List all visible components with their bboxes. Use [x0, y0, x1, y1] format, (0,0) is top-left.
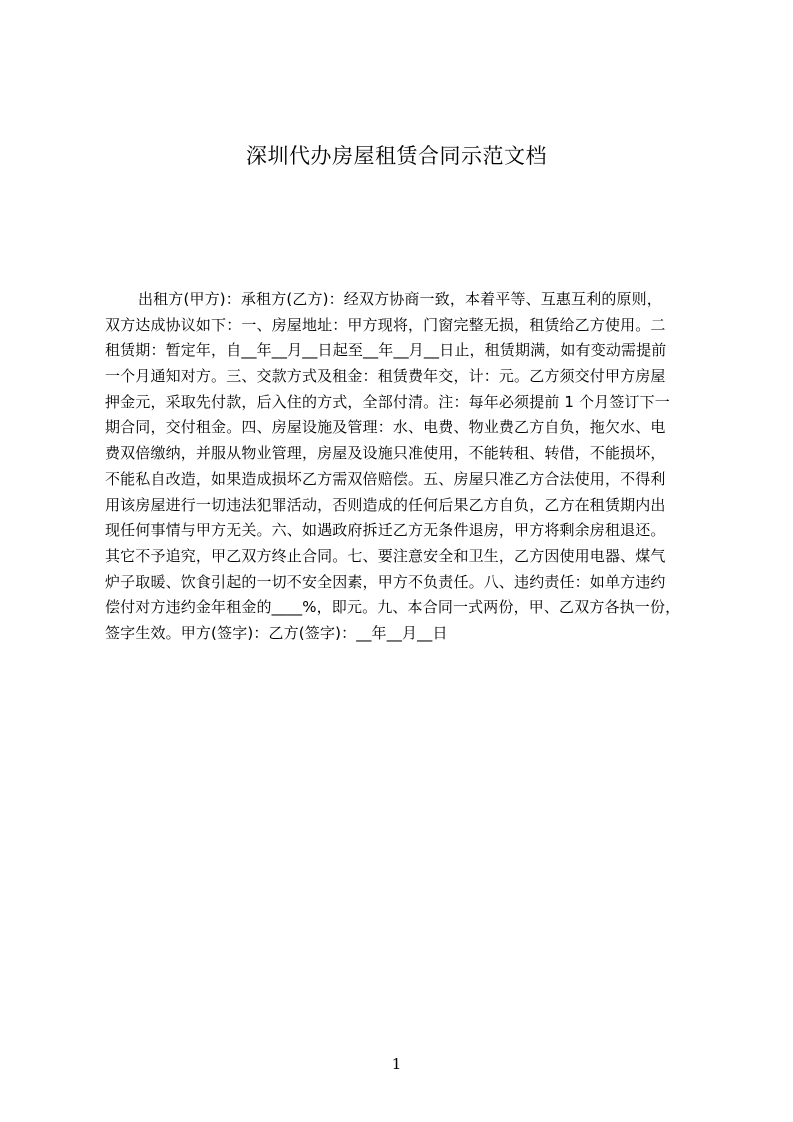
body-line: 签字生效。甲方(签字)：乙方(签字)：__年__月__日: [105, 623, 448, 642]
body-line: 一个月通知对方。三、交款方式及租金：租赁费年交，计：元。乙方须交付甲方房屋: [105, 367, 666, 386]
body-line: 双方达成协议如下：一、房屋地址：甲方现将，门窗完整无损，租赁给乙方使用。二: [105, 315, 666, 334]
body-line: 偿付对方违约金年租金的____%，即元。九、本合同一式两份，甲、乙双方各执一份，: [105, 598, 681, 617]
body-line: 租赁期：暂定年，自__年__月__日起至__年__月__日止，租赁期满，如有变动需提前: [105, 341, 667, 360]
body-line: 期合同，交付租金。四、房屋设施及管理：水、电费、物业费乙方自负，拖欠水、电: [105, 418, 666, 437]
body-line: 押金元，采取先付款，后入住的方式，全部付清。注：每年必须提前 1 个月签订下一: [105, 392, 670, 411]
body-line: 现任何事情与甲方无关。六、如遇政府拆迁乙方无条件退房，甲方将剩余房租退还。: [105, 521, 666, 540]
page-number: 1: [391, 1055, 402, 1073]
body-line: 费双倍缴纳，并服从物业管理，房屋及设施只准使用，不能转租、转借，不能损坏，: [105, 444, 666, 463]
body-line: 炉子取暖、饮食引起的一切不安全因素，甲方不负责任。八、违约责任：如单方违约: [105, 572, 666, 591]
body-line: 出租方(甲方)：承租方(乙方)：经双方协商一致，本着平等、互惠互利的原则，: [138, 290, 662, 308]
document-title: 深圳代办房屋租赁合同示范文档: [246, 144, 547, 168]
contract-body: [105, 287, 701, 647]
body-line: 其它不予追究，甲乙双方终止合同。七、要注意安全和卫生，乙方因使用电器、煤气: [105, 546, 666, 565]
body-line: 用该房屋进行一切违法犯罪活动，否则造成的任何后果乙方自负，乙方在租赁期内出: [105, 495, 666, 514]
body-line: 不能私自改造，如果造成损坏乙方需双倍赔偿。五、房屋只准乙方合法使用，不得利: [105, 469, 666, 488]
